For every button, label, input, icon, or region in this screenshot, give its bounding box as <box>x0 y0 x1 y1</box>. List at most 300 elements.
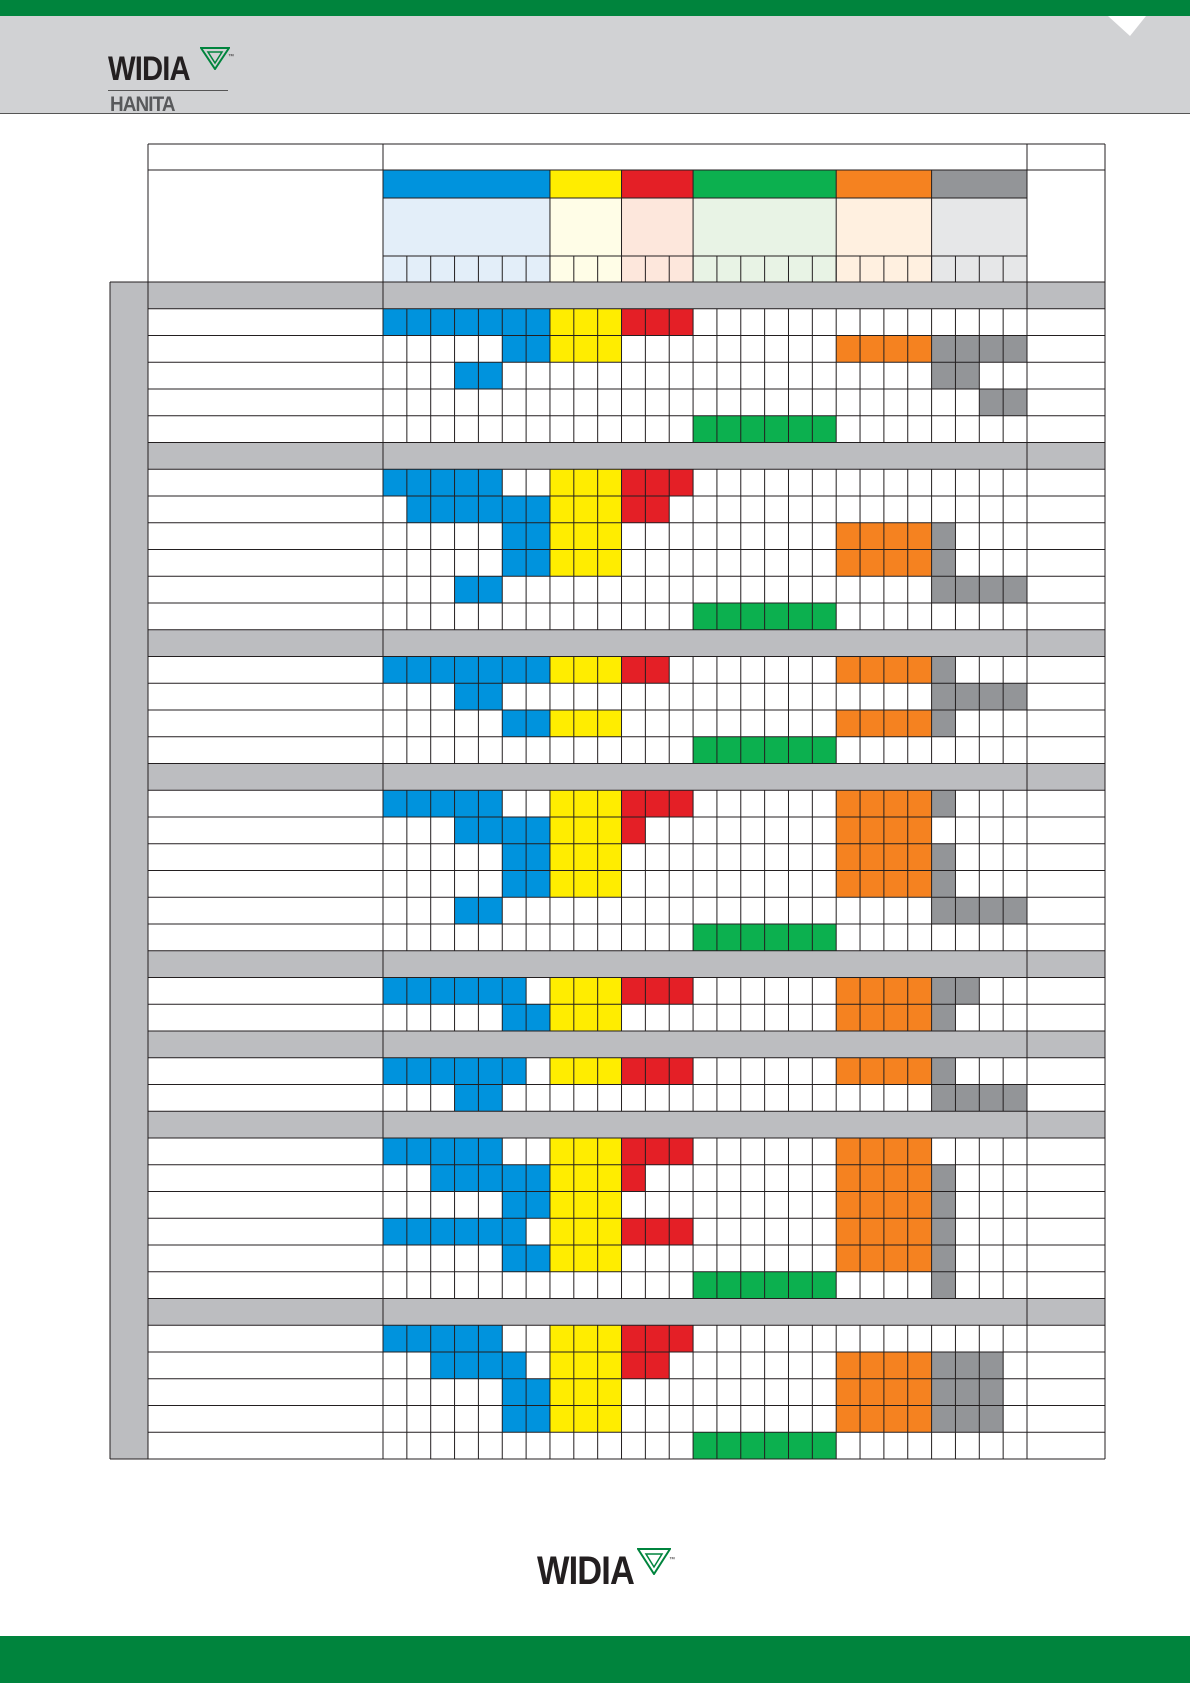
matrix-cell-green <box>788 924 812 951</box>
matrix-cell-orange <box>836 790 860 817</box>
matrix-cell-red <box>622 1165 646 1192</box>
matrix-cell-orange <box>884 817 908 844</box>
matrix-cell-gray <box>932 978 956 1005</box>
matrix-cell-yellow <box>598 309 622 336</box>
matrix-cell-yellow <box>550 1325 574 1352</box>
matrix-cell-blue <box>455 897 479 924</box>
matrix-cell-gray <box>932 1406 956 1433</box>
matrix-cell-blue <box>526 1379 550 1406</box>
matrix-cell-orange <box>908 1245 932 1272</box>
matrix-cell-orange <box>884 1138 908 1165</box>
matrix-cell-blue <box>407 469 431 496</box>
matrix-cell-green <box>812 416 836 443</box>
matrix-cell-orange <box>908 844 932 871</box>
matrix-cell-green <box>717 924 741 951</box>
matrix-cell-gray <box>932 871 956 898</box>
matrix-cell-orange <box>860 871 884 898</box>
matrix-cell-red <box>645 309 669 336</box>
matrix-cell-blue <box>383 790 407 817</box>
matrix-cell-yellow <box>598 1379 622 1406</box>
matrix-cell-gray <box>979 1406 1003 1433</box>
matrix-cell-yellow <box>598 1406 622 1433</box>
matrix-cell-orange <box>908 657 932 684</box>
subcolumn-header <box>455 256 479 282</box>
matrix-cell-green <box>788 603 812 630</box>
matrix-cell-yellow <box>598 523 622 550</box>
matrix-cell-blue <box>407 1218 431 1245</box>
subcolumn-header <box>836 256 860 282</box>
matrix-cell-blue <box>407 978 431 1005</box>
footer-logo-trademark: ™ <box>669 1557 675 1563</box>
matrix-cell-orange <box>908 1004 932 1031</box>
matrix-cell-yellow <box>598 817 622 844</box>
matrix-cell-green <box>717 737 741 764</box>
matrix-cell-red <box>669 1138 693 1165</box>
matrix-cell-blue <box>431 1165 455 1192</box>
section-header-row <box>148 1299 1105 1326</box>
matrix-cell-yellow <box>550 309 574 336</box>
matrix-cell-blue <box>502 496 526 523</box>
matrix-cell-yellow <box>550 336 574 363</box>
subcolumn-header <box>932 256 956 282</box>
matrix-cell-yellow <box>574 817 598 844</box>
matrix-cell-orange <box>836 710 860 737</box>
matrix-cell-orange <box>884 790 908 817</box>
matrix-cell-yellow <box>550 817 574 844</box>
matrix-cell-yellow <box>550 978 574 1005</box>
matrix-cell-yellow <box>598 1165 622 1192</box>
subcolumn-header <box>407 256 431 282</box>
matrix-cell-green <box>693 737 717 764</box>
matrix-cell-blue <box>526 1406 550 1433</box>
matrix-cell-blue <box>383 657 407 684</box>
matrix-cell-blue <box>526 871 550 898</box>
matrix-cell-yellow <box>598 790 622 817</box>
matrix-cell-orange <box>908 550 932 577</box>
matrix-cell-blue <box>407 657 431 684</box>
matrix-cell-green <box>812 1432 836 1459</box>
matrix-cell-blue <box>478 790 502 817</box>
matrix-cell-orange <box>884 1218 908 1245</box>
matrix-cell-blue <box>502 1218 526 1245</box>
matrix-cell-yellow <box>574 1165 598 1192</box>
matrix-cell-orange <box>860 657 884 684</box>
matrix-cell-blue <box>502 710 526 737</box>
matrix-cell-green <box>693 924 717 951</box>
matrix-cell-gray <box>979 897 1003 924</box>
matrix-cell-yellow <box>574 710 598 737</box>
group-header-green <box>693 170 836 198</box>
matrix-cell-yellow <box>574 871 598 898</box>
matrix-cell-orange <box>908 871 932 898</box>
matrix-cell-blue <box>383 1218 407 1245</box>
section-header-row <box>148 1031 1105 1058</box>
logo-widia-text: WIDIA <box>108 50 190 88</box>
matrix-cell-blue <box>455 1058 479 1085</box>
matrix-cell-green <box>812 924 836 951</box>
matrix-cell-blue <box>431 790 455 817</box>
matrix-cell-blue <box>502 657 526 684</box>
matrix-cell-yellow <box>550 469 574 496</box>
matrix-cell-gray <box>932 710 956 737</box>
matrix-cell-blue <box>478 496 502 523</box>
matrix-cell-orange <box>884 1004 908 1031</box>
subcolumn-header <box>574 256 598 282</box>
matrix-cell-red <box>645 1218 669 1245</box>
matrix-cell-blue <box>431 1352 455 1379</box>
matrix-cell-orange <box>884 1352 908 1379</box>
group-header-orange <box>836 170 931 198</box>
group-tint-orange <box>836 198 931 256</box>
matrix-cell-blue <box>502 1379 526 1406</box>
matrix-cell-red <box>622 1138 646 1165</box>
matrix-cell-orange <box>908 1138 932 1165</box>
matrix-cell-yellow <box>598 336 622 363</box>
matrix-cell-yellow <box>574 550 598 577</box>
matrix-cell-red <box>669 978 693 1005</box>
matrix-cell-gray <box>932 576 956 603</box>
matrix-cell-yellow <box>550 1192 574 1219</box>
section-header-row <box>148 1111 1105 1138</box>
matrix-cell-yellow <box>574 309 598 336</box>
matrix-cell-blue <box>502 1165 526 1192</box>
matrix-cell-blue <box>383 309 407 336</box>
matrix-cell-blue <box>431 1325 455 1352</box>
matrix-cell-blue <box>407 496 431 523</box>
matrix-cell-gray <box>979 1085 1003 1112</box>
matrix-cell-gray <box>1003 576 1027 603</box>
matrix-cell-green <box>765 416 789 443</box>
matrix-cell-gray <box>1003 389 1027 416</box>
matrix-cell-orange <box>860 1352 884 1379</box>
matrix-cell-orange <box>836 1245 860 1272</box>
matrix-cell-red <box>622 309 646 336</box>
section-header-row <box>148 443 1105 470</box>
matrix-cell-yellow <box>574 844 598 871</box>
matrix-cell-orange <box>884 550 908 577</box>
matrix-cell-yellow <box>550 523 574 550</box>
subcolumn-header <box>1003 256 1027 282</box>
matrix-cell-yellow <box>550 1406 574 1433</box>
matrix-cell-orange <box>836 978 860 1005</box>
matrix-cell-green <box>741 416 765 443</box>
matrix-cell-green <box>717 1272 741 1299</box>
matrix-cell-orange <box>836 1058 860 1085</box>
matrix-cell-red <box>622 790 646 817</box>
matrix-cell-green <box>788 1432 812 1459</box>
matrix-cell-yellow <box>598 1245 622 1272</box>
matrix-cell-gray <box>932 523 956 550</box>
matrix-cell-gray <box>932 1165 956 1192</box>
matrix-cell-blue <box>478 1058 502 1085</box>
group-header-yellow <box>550 170 622 198</box>
logo-hanita-text: HANITA <box>110 93 175 116</box>
matrix-cell-gray <box>979 576 1003 603</box>
section-header-row <box>148 951 1105 978</box>
subcolumn-header <box>884 256 908 282</box>
matrix-cell-red <box>645 1352 669 1379</box>
matrix-cell-yellow <box>550 657 574 684</box>
matrix-cell-green <box>765 603 789 630</box>
subcolumn-header <box>765 256 789 282</box>
matrix-cell-blue <box>431 469 455 496</box>
matrix-cell-green <box>812 1272 836 1299</box>
matrix-cell-blue <box>455 1325 479 1352</box>
matrix-cell-blue <box>455 576 479 603</box>
matrix-cell-yellow <box>550 871 574 898</box>
matrix-cell-green <box>812 737 836 764</box>
matrix-cell-orange <box>908 1352 932 1379</box>
subcolumn-header <box>812 256 836 282</box>
matrix-cell-yellow <box>574 1352 598 1379</box>
matrix-cell-blue <box>502 1192 526 1219</box>
matrix-cell-blue <box>478 1352 502 1379</box>
group-header-blue <box>383 170 550 198</box>
matrix-cell-red <box>645 657 669 684</box>
matrix-cell-blue <box>502 309 526 336</box>
footer-logo-widia-text: WIDIA <box>537 1549 634 1593</box>
matrix-cell-gray <box>979 1352 1003 1379</box>
matrix-cell-blue <box>455 1085 479 1112</box>
matrix-cell-red <box>645 1138 669 1165</box>
matrix-cell-blue <box>383 469 407 496</box>
matrix-cell-gray <box>932 1004 956 1031</box>
matrix-cell-blue <box>407 1138 431 1165</box>
logo-trademark: ™ <box>228 54 234 60</box>
matrix-cell-blue <box>455 657 479 684</box>
matrix-cell-blue <box>455 978 479 1005</box>
matrix-cell-orange <box>836 844 860 871</box>
matrix-cell-yellow <box>550 1165 574 1192</box>
matrix-cell-blue <box>383 1325 407 1352</box>
matrix-cell-orange <box>908 710 932 737</box>
matrix-cell-orange <box>908 1165 932 1192</box>
matrix-cell-blue <box>478 576 502 603</box>
matrix-cell-blue <box>431 978 455 1005</box>
matrix-cell-blue <box>526 657 550 684</box>
matrix-cell-orange <box>860 978 884 1005</box>
matrix-cell-orange <box>908 523 932 550</box>
matrix-cell-red <box>645 496 669 523</box>
matrix-cell-blue <box>478 309 502 336</box>
matrix-cell-gray <box>979 1379 1003 1406</box>
group-header-gray <box>932 170 1027 198</box>
matrix-cell-orange <box>884 978 908 1005</box>
matrix-cell-blue <box>478 1138 502 1165</box>
matrix-cell-yellow <box>574 1406 598 1433</box>
matrix-cell-orange <box>908 790 932 817</box>
matrix-cell-gray <box>955 978 979 1005</box>
matrix-cell-green <box>693 1272 717 1299</box>
matrix-cell-orange <box>836 523 860 550</box>
matrix-cell-yellow <box>598 1192 622 1219</box>
matrix-cell-yellow <box>574 1379 598 1406</box>
matrix-cell-gray <box>979 389 1003 416</box>
matrix-cell-gray <box>932 336 956 363</box>
matrix-cell-orange <box>836 871 860 898</box>
subcolumn-header <box>717 256 741 282</box>
matrix-cell-blue <box>407 1325 431 1352</box>
matrix-cell-orange <box>860 1138 884 1165</box>
matrix-cell-gray <box>955 1406 979 1433</box>
matrix-cell-yellow <box>598 844 622 871</box>
matrix-cell-blue <box>502 871 526 898</box>
matrix-cell-orange <box>884 1245 908 1272</box>
subcolumn-header <box>645 256 669 282</box>
subcolumn-header <box>908 256 932 282</box>
matrix-cell-yellow <box>598 469 622 496</box>
matrix-cell-blue <box>502 844 526 871</box>
matrix-cell-blue <box>478 469 502 496</box>
matrix-cell-orange <box>908 1058 932 1085</box>
matrix-cell-blue <box>455 1138 479 1165</box>
matrix-cell-orange <box>860 1058 884 1085</box>
matrix-cell-blue <box>526 817 550 844</box>
matrix-cell-blue <box>502 1004 526 1031</box>
matrix-cell-red <box>622 817 646 844</box>
matrix-cell-green <box>788 737 812 764</box>
matrix-cell-green <box>693 416 717 443</box>
matrix-cell-blue <box>526 309 550 336</box>
matrix-cell-blue <box>383 1138 407 1165</box>
subcolumn-header <box>741 256 765 282</box>
subcolumn-header <box>669 256 693 282</box>
matrix-cell-blue <box>478 362 502 389</box>
matrix-cell-blue <box>455 817 479 844</box>
matrix-cell-green <box>717 416 741 443</box>
matrix-cell-green <box>765 924 789 951</box>
matrix-cell-yellow <box>574 523 598 550</box>
matrix-cell-gray <box>932 657 956 684</box>
matrix-cell-yellow <box>574 790 598 817</box>
matrix-cell-blue <box>502 523 526 550</box>
matrix-cell-blue <box>502 817 526 844</box>
matrix-cell-yellow <box>574 1218 598 1245</box>
matrix-cell-gray <box>932 1245 956 1272</box>
matrix-cell-green <box>741 1272 765 1299</box>
matrix-cell-red <box>645 1058 669 1085</box>
matrix-cell-blue <box>431 309 455 336</box>
matrix-cell-blue <box>526 710 550 737</box>
matrix-cell-orange <box>836 1138 860 1165</box>
matrix-cell-yellow <box>574 1325 598 1352</box>
matrix-cell-orange <box>884 1058 908 1085</box>
matrix-cell-blue <box>526 496 550 523</box>
matrix-cell-red <box>645 1325 669 1352</box>
matrix-cell-yellow <box>598 1218 622 1245</box>
matrix-cell-blue <box>526 1165 550 1192</box>
matrix-cell-yellow <box>598 1352 622 1379</box>
matrix-cell-yellow <box>574 469 598 496</box>
matrix-cell-orange <box>884 710 908 737</box>
matrix-cell-blue <box>431 1058 455 1085</box>
matrix-cell-blue <box>455 1165 479 1192</box>
matrix-cell-blue <box>455 469 479 496</box>
matrix-cell-blue <box>407 790 431 817</box>
matrix-cell-yellow <box>574 1058 598 1085</box>
matrix-cell-orange <box>860 1245 884 1272</box>
matrix-cell-red <box>645 790 669 817</box>
matrix-cell-gray <box>1003 683 1027 710</box>
matrix-cell-green <box>812 603 836 630</box>
subcolumn-header <box>431 256 455 282</box>
matrix-cell-orange <box>860 550 884 577</box>
subcolumn-header <box>979 256 1003 282</box>
matrix-cell-orange <box>884 523 908 550</box>
matrix-cell-orange <box>860 523 884 550</box>
matrix-cell-blue <box>502 1406 526 1433</box>
matrix-cell-yellow <box>598 710 622 737</box>
matrix-cell-green <box>741 924 765 951</box>
matrix-cell-orange <box>836 1218 860 1245</box>
matrix-cell-green <box>765 737 789 764</box>
matrix-cell-orange <box>860 1192 884 1219</box>
matrix-cell-orange <box>884 1192 908 1219</box>
matrix-cell-red <box>622 496 646 523</box>
matrix-cell-blue <box>526 1245 550 1272</box>
matrix-cell-yellow <box>550 1138 574 1165</box>
matrix-cell-blue <box>407 309 431 336</box>
matrix-cell-red <box>622 1352 646 1379</box>
matrix-cell-yellow <box>574 1004 598 1031</box>
matrix-cell-orange <box>908 1192 932 1219</box>
matrix-cell-blue <box>526 523 550 550</box>
matrix-cell-orange <box>860 817 884 844</box>
matrix-cell-gray <box>955 1352 979 1379</box>
subcolumn-header <box>955 256 979 282</box>
matrix-cell-red <box>669 469 693 496</box>
matrix-cell-blue <box>502 978 526 1005</box>
matrix-cell-orange <box>908 1406 932 1433</box>
matrix-cell-gray <box>932 1192 956 1219</box>
matrix-cell-blue <box>478 978 502 1005</box>
section-header-row <box>148 282 1105 309</box>
matrix-cell-gray <box>932 362 956 389</box>
matrix-cell-gray <box>1003 336 1027 363</box>
matrix-cell-gray <box>932 550 956 577</box>
matrix-cell-yellow <box>550 1218 574 1245</box>
matrix-cell-red <box>669 1325 693 1352</box>
subcolumn-header <box>622 256 646 282</box>
matrix-cell-gray <box>955 362 979 389</box>
subcolumn-header <box>788 256 812 282</box>
group-tint-blue <box>383 198 550 256</box>
matrix-cell-gray <box>979 683 1003 710</box>
matrix-cell-orange <box>908 978 932 1005</box>
matrix-cell-green <box>741 737 765 764</box>
matrix-cell-blue <box>526 550 550 577</box>
matrix-cell-blue <box>478 683 502 710</box>
matrix-cell-gray <box>955 1085 979 1112</box>
matrix-cell-orange <box>908 336 932 363</box>
matrix-cell-yellow <box>574 1192 598 1219</box>
matrix-cell-blue <box>383 978 407 1005</box>
matrix-cell-green <box>765 1432 789 1459</box>
matrix-cell-blue <box>478 1085 502 1112</box>
matrix-cell-gray <box>955 1379 979 1406</box>
matrix-cell-blue <box>478 817 502 844</box>
matrix-cell-orange <box>884 844 908 871</box>
side-label-strip <box>110 282 148 1459</box>
subcolumn-header <box>693 256 717 282</box>
matrix-cell-green <box>693 603 717 630</box>
matrix-cell-yellow <box>550 844 574 871</box>
matrix-cell-gray <box>979 336 1003 363</box>
matrix-cell-blue <box>455 790 479 817</box>
matrix-cell-orange <box>836 1165 860 1192</box>
matrix-cell-red <box>622 657 646 684</box>
matrix-cell-blue <box>526 844 550 871</box>
